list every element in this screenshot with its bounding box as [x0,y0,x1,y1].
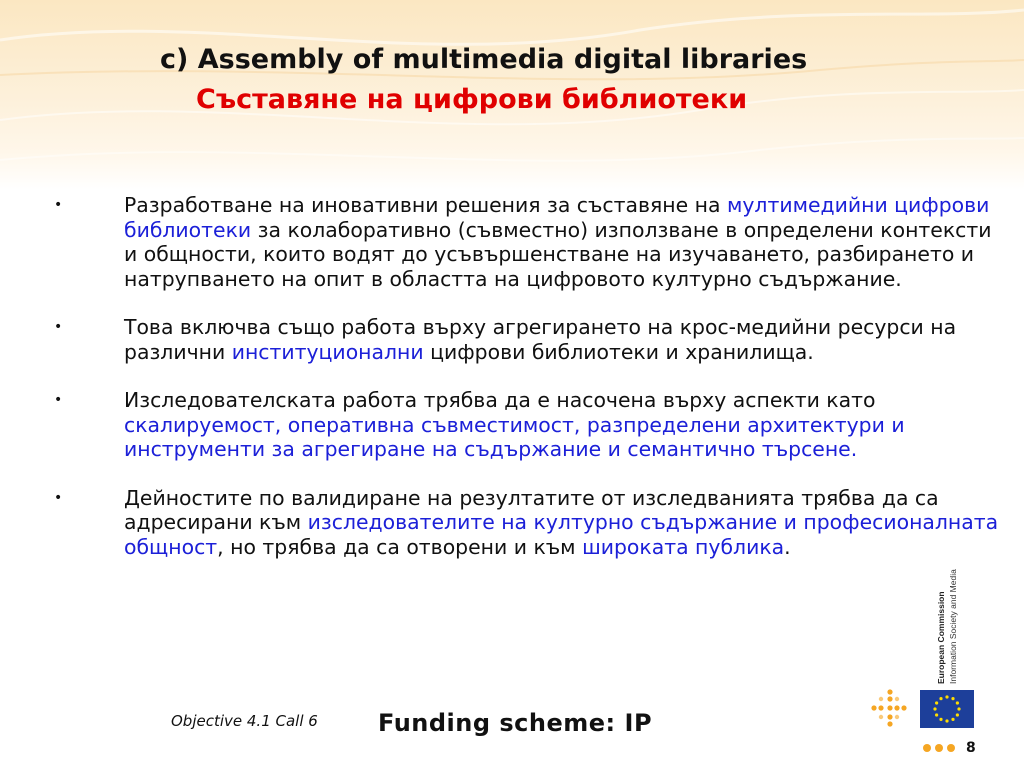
footer-funding-scheme: Funding scheme: IP [378,709,653,737]
bullet-highlight-segment: мултимедийни цифрови библиотеки [124,193,990,242]
bullet-text-segment: Това включва също работа върху агрегирането на крос-медийни ресурси на различни [124,315,957,364]
bullet-item [54,193,1009,291]
eu-star [939,697,942,700]
eu-star [933,707,936,710]
svg-text:European Commission [936,591,946,684]
orange-dots-icon [922,743,958,753]
bullet-item [54,388,1009,462]
bullet-text-segment: Изследователската работа трябва да е насочена върху аспекти като [124,388,876,412]
ec-logo-line2: Information Society and Media [948,569,958,684]
eu-flag-icon [920,690,974,728]
bullet-item [54,315,1009,364]
eu-star [956,701,959,704]
eu-star [951,697,954,700]
ec-logo-vertical-text [922,546,966,686]
slide-title-english: c) Assembly of multimedia digital libraries [160,44,808,75]
eu-star [945,695,948,698]
slide-title-bulgarian: Съставяне на цифрови библиотеки [196,84,748,115]
bullet-highlight-segment: институционални [231,339,424,364]
bullet-item [54,486,1006,560]
bullet-text-segment: цифрови библиотеки и хранилища. [423,339,814,364]
eu-star [939,718,942,721]
bullet-text-segment: Дейностите по валидиране на резултатите от изследванията трябва да са адресирани към [124,485,939,534]
eu-star [945,719,948,722]
bullet-highlight-segment: широката публика [582,534,785,559]
bullet-text [124,388,905,461]
bullet-marker: • [54,319,63,335]
bullet-marker: • [54,392,63,408]
bullet-marker: • [54,489,63,506]
bullet-text [124,486,998,559]
bullet-text [124,315,956,364]
orange-dots-cross-icon [870,688,910,732]
bullet-highlight-segment: изследователите на културно съдържание и професионалната общност [124,510,999,559]
eu-star [957,707,960,710]
svg-text:Information Society and Media [948,569,958,684]
bullet-text-segment: Разработване на иновативни решения за съставяне на [124,193,727,217]
page-number: 8 [966,740,976,756]
ec-logo-line1: European Commission [936,591,946,684]
header-band [0,0,1024,190]
bullet-highlight-segment: скалируемост, оперативна съвместимост, разпределени архитектури и инструменти за агрегиране на съдържание и семантично търсене. [124,412,905,461]
eu-star [935,713,938,716]
eu-star [935,701,938,704]
bullet-text-segment: . [784,534,791,559]
bullet-list [54,193,1009,583]
bullet-text-segment: , но трябва да са отворени и към [217,534,583,559]
page-number-row [922,738,976,758]
bullet-text-segment: за колаборативно (съвместно) използване в определени контексти и общности, които водят до усъвършенстване на изучаването, разбирането и натрупването на опит в областта на цифровото културно съдържание. [124,217,992,291]
bullet-text [124,193,991,291]
footer-objective: Objective 4.1 Call 6 [171,712,318,730]
bullet-marker: • [54,197,63,213]
eu-star [951,718,954,721]
eu-star [956,713,959,716]
